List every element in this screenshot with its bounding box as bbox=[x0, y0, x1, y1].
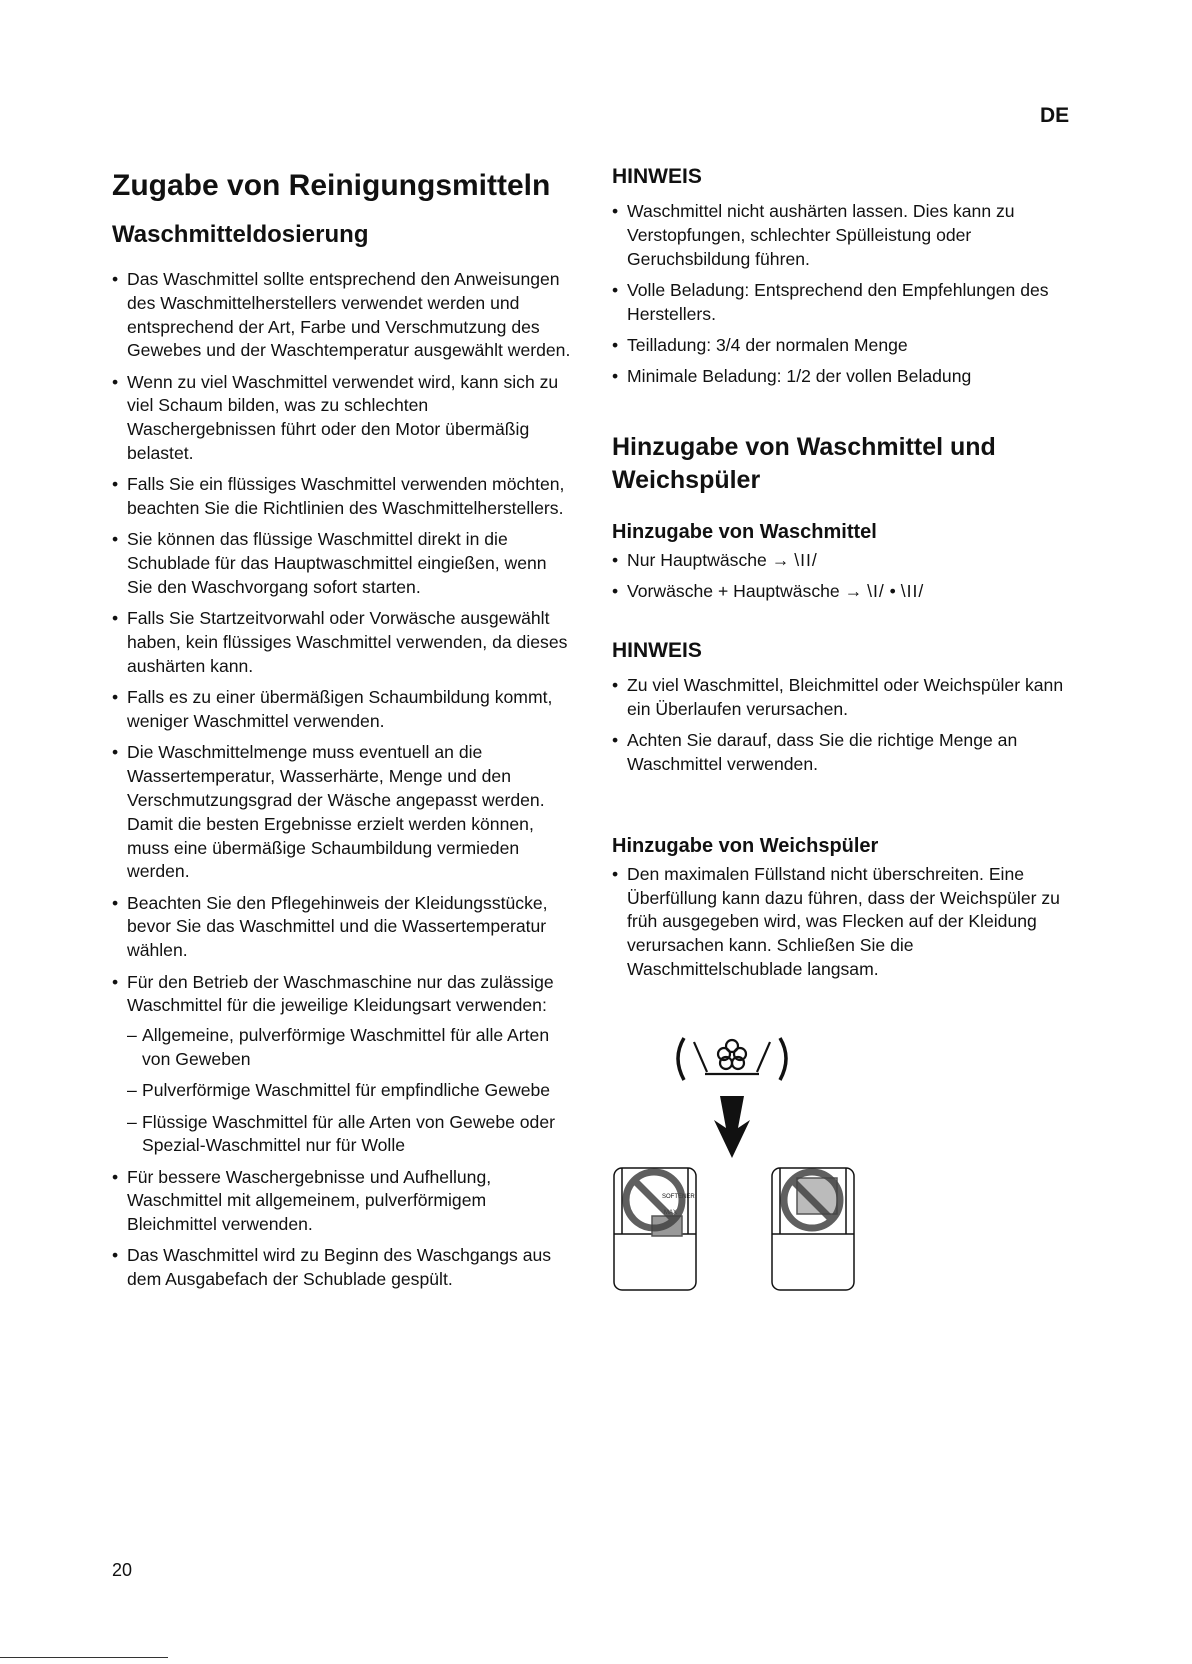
sub-list-item: – Flüssige Waschmittel für alle Arten von Gewebe oder Spezial-Waschmittel nur für Wolle bbox=[127, 1111, 572, 1159]
list-item: • Zu viel Waschmittel, Bleichmittel oder Weichspüler kann ein Überlaufen verursachen. bbox=[612, 674, 1082, 722]
section-heading-dosage: Waschmitteldosierung bbox=[112, 221, 369, 248]
list-item bbox=[612, 580, 1082, 604]
softener-drawer-illustration bbox=[612, 1028, 912, 1298]
subsection-heading-detergent: Hinzugabe von Waschmittel bbox=[612, 521, 877, 544]
detergent-list bbox=[612, 549, 1082, 604]
list-item: • Waschmittel nicht aushärten lassen. Dies kann zu Verstopfungen, schlechter Spülleistung oder Geruchsbildung führen. bbox=[612, 200, 1082, 271]
list-item: • Die Waschmittelmenge muss eventuell an die Wassertemperatur, Wasserhärte, Menge und den Verschmutzungsgrad der Wäsche angepasst werden. Damit die besten Ergebnisse erzielt werden können, muss eine übermäßige Schaumbildung vermieden werden. bbox=[112, 741, 572, 884]
page-number: 20 bbox=[112, 1560, 133, 1580]
dosage-list bbox=[112, 268, 572, 1292]
note-list bbox=[612, 674, 1082, 777]
list-item: • Für bessere Waschergebnisse und Aufhellung, Waschmittel mit allgemeinem, pulverförmigem Bleichmittel verwenden. bbox=[112, 1166, 572, 1237]
list-item-text: Für den Betrieb der Waschmaschine nur das zulässige Waschmittel für die jeweilige Kleidungsart verwenden: bbox=[127, 971, 554, 1016]
note-title: HINWEIS bbox=[612, 639, 702, 663]
list-item-text: Nur Hauptwäsche → bbox=[627, 550, 790, 571]
list-item: • Den maximalen Füllstand nicht überschreiten. Eine Überfüllung kann dazu führen, dass der Weichspüler zu früh ausgegeben wird, was Flecken auf der Kleidung verursachen kann. Schließen Sie die Waschmittelschublade langsam. bbox=[612, 863, 1082, 982]
softener-list bbox=[612, 863, 1082, 982]
prewash-compartment-symbol: \I/ bbox=[867, 581, 885, 602]
list-item: • Falls Sie Startzeitvorwahl oder Vorwäsche ausgewählt haben, kein flüssiges Waschmittel verwenden, da dieses aushärten kann. bbox=[112, 607, 572, 678]
softener-label: SOFTENER bbox=[662, 1194, 695, 1200]
sub-list-item: – Pulverförmige Waschmittel für empfindliche Gewebe bbox=[127, 1079, 572, 1103]
list-item: • Wenn zu viel Waschmittel verwendet wird, kann sich zu viel Schaum bilden, was zu schlechten Waschergebnissen führt oder den Motor übermäßig belastet. bbox=[112, 371, 572, 466]
max-label: MAX bbox=[664, 1210, 678, 1216]
list-item: • Das Waschmittel wird zu Beginn des Waschgangs aus dem Ausgabefach der Schublade gespült. bbox=[112, 1244, 572, 1292]
list-item: • Beachten Sie den Pflegehinweis der Kleidungsstücke, bevor Sie das Waschmittel und die Wassertemperatur wählen. bbox=[112, 892, 572, 963]
list-item: • Teilladung: 3/4 der normalen Menge bbox=[612, 334, 1082, 358]
left-column bbox=[112, 164, 572, 1300]
section-heading-adding: Hinzugabe von Waschmittel und Weichspüler bbox=[612, 433, 996, 495]
main-wash-compartment-symbol: \II/ bbox=[900, 581, 925, 602]
sub-list bbox=[127, 1024, 572, 1158]
list-item: • Sie können das flüssige Waschmittel direkt in die Schublade für das Hauptwaschmittel eingießen, wenn Sie den Waschvorgang sofort starten. bbox=[112, 528, 572, 599]
right-column bbox=[612, 164, 1082, 989]
list-item: • Falls Sie ein flüssiges Waschmittel verwenden möchten, beachten Sie die Richtlinien des Waschmittelherstellers. bbox=[112, 473, 572, 521]
arrow-down-icon bbox=[714, 1096, 750, 1158]
note-list bbox=[612, 200, 1082, 389]
language-code: DE bbox=[1040, 104, 1070, 127]
list-item: • Volle Beladung: Entsprechend den Empfehlungen des Herstellers. bbox=[612, 279, 1082, 327]
note-title: HINWEIS bbox=[612, 165, 702, 188]
list-item: • Minimale Beladung: 1/2 der vollen Beladung bbox=[612, 365, 1082, 389]
bottom-rule bbox=[0, 1657, 168, 1658]
softener-flower-icon bbox=[678, 1038, 786, 1080]
list-item bbox=[612, 549, 1082, 573]
main-wash-compartment-symbol: \II/ bbox=[794, 550, 818, 571]
sub-list-item: – Allgemeine, pulverförmige Waschmittel für alle Arten von Geweben bbox=[127, 1024, 572, 1072]
page-title: Zugabe von Reinigungsmitteln bbox=[112, 169, 551, 202]
list-item bbox=[112, 971, 572, 1159]
list-item-text: Vorwäsche + Hauptwäsche → bbox=[627, 581, 863, 602]
list-item: • Falls es zu einer übermäßigen Schaumbildung kommt, weniger Waschmittel verwenden. bbox=[112, 686, 572, 734]
list-item: • Achten Sie darauf, dass Sie die richtige Menge an Waschmittel verwenden. bbox=[612, 729, 1082, 777]
separator-dot: • bbox=[889, 581, 896, 602]
subsection-heading-softener: Hinzugabe von Weichspüler bbox=[612, 834, 879, 857]
list-item: • Das Waschmittel sollte entsprechend den Anweisungen des Waschmittelherstellers verwendet werden und entsprechend der Art, Farbe und Verschmutzung des Gewebes und der Waschtemperatur ausgewählt werden. bbox=[112, 268, 572, 363]
